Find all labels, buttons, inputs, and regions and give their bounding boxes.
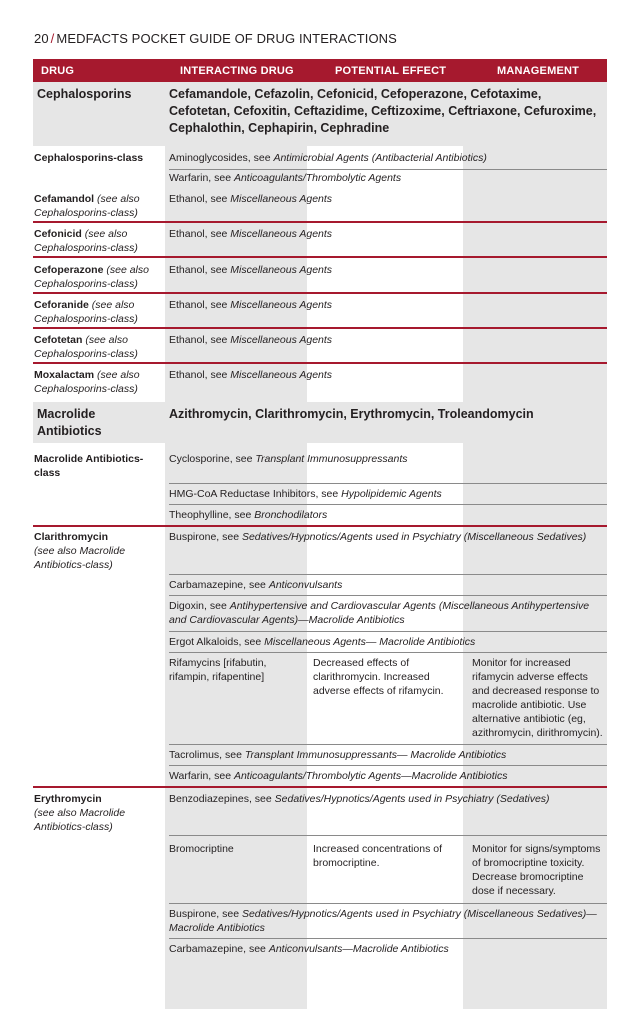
interacting-drug: Buspirone, see Sedatives/Hypnotics/Agents used in Psychiatry (Miscellaneous Sedatives)— Macrolide Antibiotics	[169, 908, 597, 934]
table-header	[33, 59, 607, 82]
divider	[169, 903, 607, 904]
section-macrolides	[33, 402, 607, 443]
interacting-drug: Ethanol, see Miscellaneous Agents	[169, 334, 333, 346]
book-title: MEDFACTS POCKET GUIDE OF DRUG INTERACTIONS	[56, 31, 397, 46]
interacting-drug: Ethanol, see Miscellaneous Agents	[169, 193, 333, 205]
interaction-table	[33, 59, 607, 1009]
row-divider	[33, 362, 607, 364]
interacting-drug: Buspirone, see Sedatives/Hypnotics/Agents used in Psychiatry (Miscellaneous Sedatives)	[169, 531, 587, 543]
divider	[169, 765, 607, 766]
interacting-drug: Ergot Alkaloids, see Miscellaneous Agents— Macrolide Antibiotics	[169, 636, 476, 648]
interacting-drug: Cyclosporine, see Transplant Immunosuppressants	[169, 453, 408, 465]
drug-cell: Cefoperazone (see also Cephalosporins-class)	[34, 264, 149, 290]
section-cephalosporins	[33, 82, 607, 146]
divider	[169, 652, 607, 653]
divider	[169, 595, 607, 596]
divider	[169, 938, 607, 939]
row-divider	[33, 292, 607, 294]
drug-cell: Moxalactam (see also Cephalosporins-class)	[34, 369, 140, 395]
row-divider	[33, 327, 607, 329]
interacting-drug: Ethanol, see Miscellaneous Agents	[169, 369, 333, 381]
row-divider	[33, 256, 607, 258]
running-head-slash: /	[50, 31, 55, 46]
management: Monitor for increased rifamycin adverse effects and decreased response to macrolide antibiotic. Use alternative antibiotic (eg, azithromycin, dirithromycin).	[472, 657, 603, 739]
drug-name: Cephalosporins-class	[34, 152, 144, 164]
header-potential-effect: POTENTIAL EFFECT	[335, 65, 447, 77]
drug-cell: Cefamandol (see also Cephalosporins-class)	[34, 193, 140, 219]
interacting-drug: Bromocriptine	[169, 843, 234, 855]
divider	[169, 631, 607, 632]
interacting-drug: Warfarin, see Anticoagulants/Thrombolytic Agents	[169, 172, 402, 184]
drug-cell: Erythromycin (see also Macrolide Antibiotics-class)	[34, 793, 126, 833]
row-divider	[33, 221, 607, 223]
divider	[169, 574, 607, 575]
divider	[169, 504, 607, 505]
running-head	[34, 31, 397, 46]
drug-cell: Clarithromycin (see also Macrolide Antibiotics-class)	[34, 531, 126, 571]
interacting-drug: Theophylline, see Bronchodilators	[169, 509, 328, 521]
potential-effect: Decreased effects of clarithromycin. Increased adverse effects of rifamycin.	[313, 657, 444, 697]
divider	[169, 483, 607, 484]
divider	[169, 169, 607, 170]
drug-cell: Cefonicid (see also Cephalosporins-class)	[34, 228, 138, 254]
interacting-drug: Ethanol, see Miscellaneous Agents	[169, 264, 333, 276]
interacting-drug: Rifamycins [rifabutin, rifampin, rifapentine]	[169, 657, 267, 683]
divider	[169, 744, 607, 745]
header-interacting-drug: INTERACTING DRUG	[180, 65, 294, 77]
header-management: MANAGEMENT	[497, 65, 580, 77]
divider	[169, 835, 607, 836]
interacting-drug: HMG-CoA Reductase Inhibitors, see Hypolipidemic Agents	[169, 488, 442, 500]
management: Monitor for signs/symptoms of bromocriptine toxicity. Decrease bromocriptine dose if necessary.	[472, 843, 601, 897]
interacting-drug: Aminoglycosides, see Antimicrobial Agents (Antibacterial Antibiotics)	[169, 152, 487, 164]
section-name: Macrolide Antibiotics	[37, 407, 102, 438]
interacting-drug: Digoxin, see Antihypertensive and Cardiovascular Agents (Miscellaneous Antihypertensive and Cardiovascular Agents)—Macrolide Antibiotics	[169, 600, 590, 626]
potential-effect: Increased concentrations of bromocriptine.	[313, 843, 442, 869]
interacting-drug: Benzodiazepines, see Sedatives/Hypnotics/Agents used in Psychiatry (Sedatives)	[169, 793, 550, 805]
section-members: Azithromycin, Clarithromycin, Erythromycin, Troleandomycin	[169, 407, 534, 421]
interacting-drug: Ethanol, see Miscellaneous Agents	[169, 228, 333, 240]
row-divider	[33, 525, 607, 527]
drug-cell: Macrolide Antibiotics-class	[34, 453, 144, 479]
interacting-drug: Ethanol, see Miscellaneous Agents	[169, 299, 333, 311]
section-name: Cephalosporins	[37, 87, 132, 101]
interacting-drug: Carbamazepine, see Anticonvulsants	[169, 579, 343, 591]
drug-cell: Cefotetan (see also Cephalosporins-class)	[34, 334, 138, 360]
interacting-drug: Tacrolimus, see Transplant Immunosuppressants— Macrolide Antibiotics	[169, 749, 507, 761]
interacting-drug: Warfarin, see Anticoagulants/Thrombolytic Agents—Macrolide Antibiotics	[169, 770, 508, 782]
interacting-drug: Carbamazepine, see Anticonvulsants—Macrolide Antibiotics	[169, 943, 449, 955]
section-members: Cefamandole, Cefazolin, Cefonicid, Cefoperazone, Cefotaxime, Cefotetan, Cefoxitin, Ceftazidime, Ceftizoxime, Ceftriaxone, Cefuroxime, Cephalothin, Cephapirin, Cephradine	[169, 87, 597, 135]
row-divider	[33, 786, 607, 788]
page-number: 20	[34, 31, 49, 46]
header-drug: DRUG	[41, 65, 75, 77]
drug-cell: Ceforanide (see also Cephalosporins-class)	[34, 299, 138, 325]
